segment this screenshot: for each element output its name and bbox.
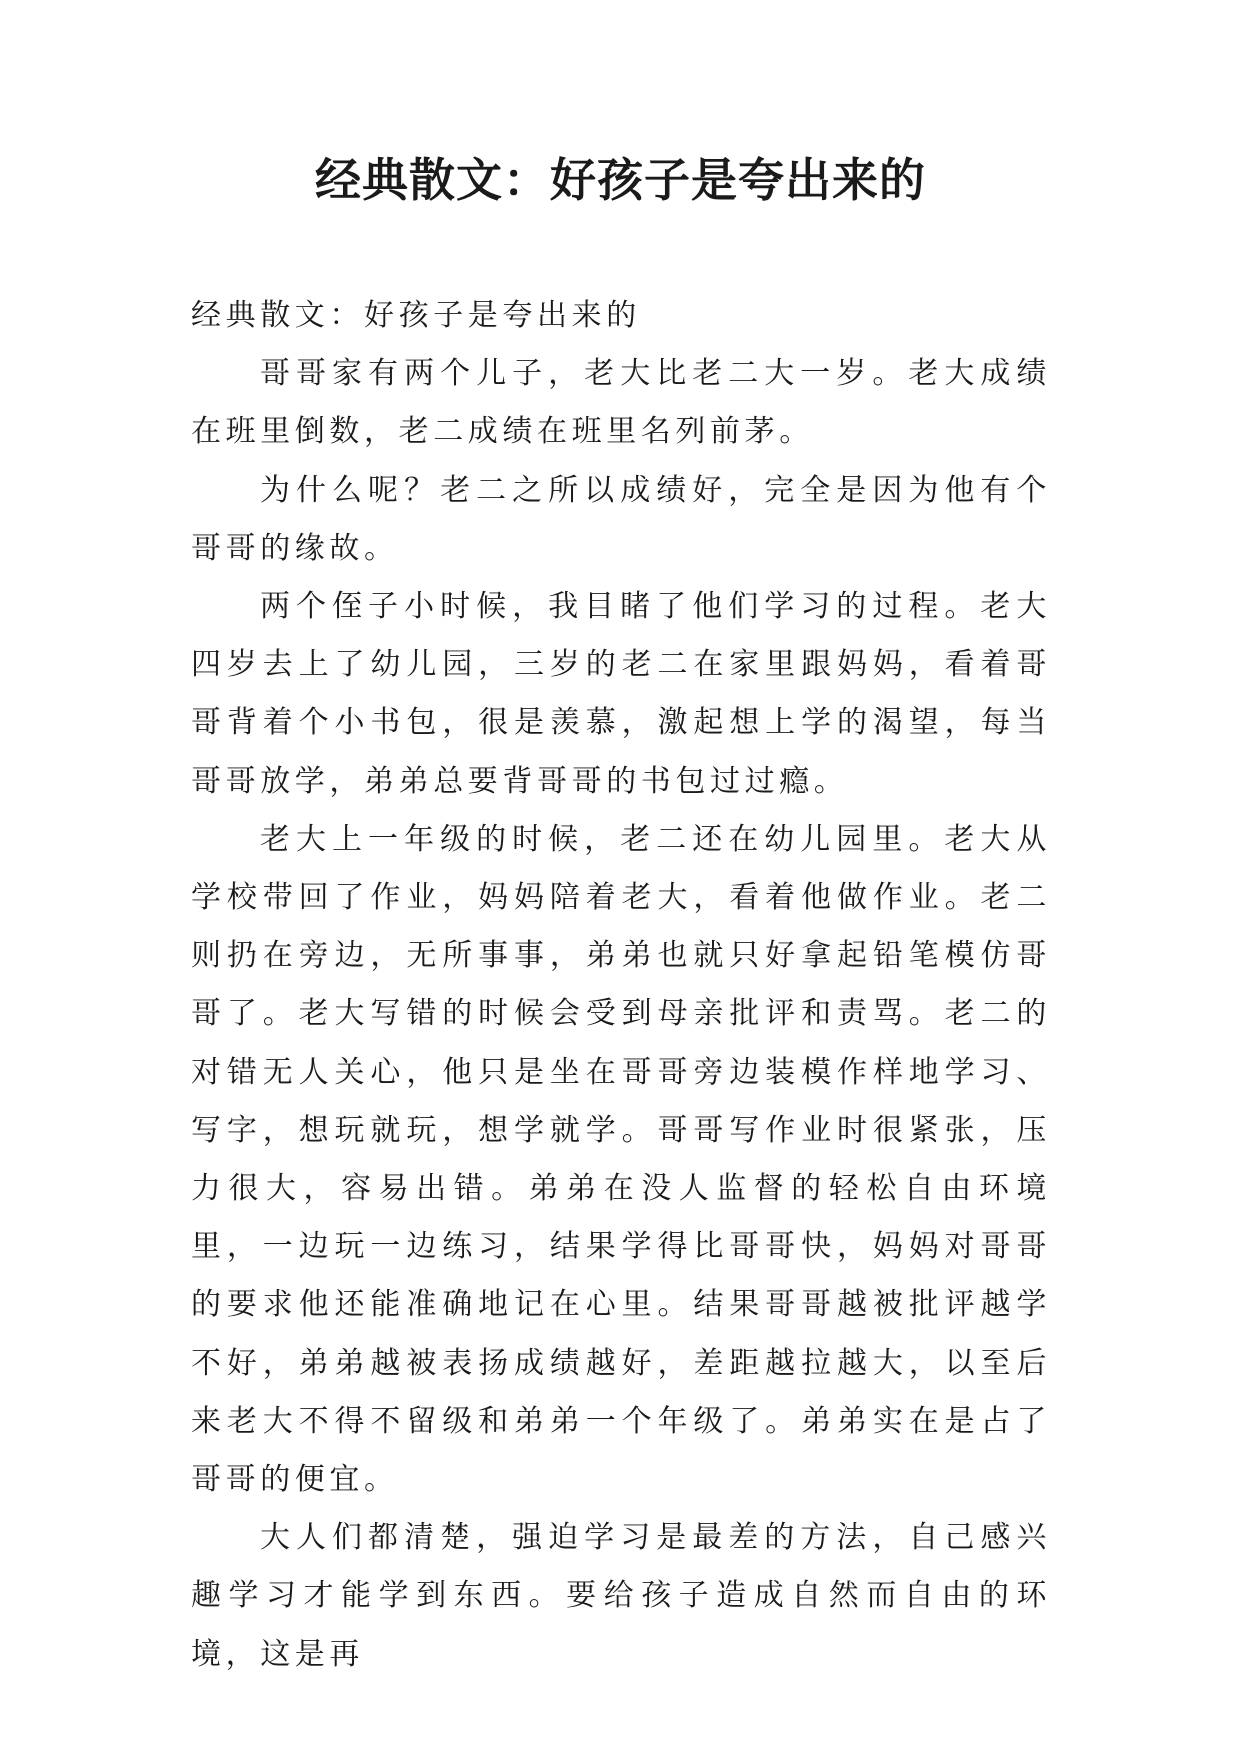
- paragraph: 大人们都清楚，强迫学习是最差的方法，自己感兴趣学习才能学到东西。要给孩子造成自然而自由的环境，这是再: [191, 1520, 1051, 1672]
- paragraph: 老大上一年级的时候，老二还在幼儿园里。老大从学校带回了作业，妈妈陪着老大，看着他做作业。老二则扔在旁边，无所事事，弟弟也就只好拿起铅笔模仿哥哥了。老大写错的时候会受到母亲批评和责骂。老二的对错无人关心，他只是坐在哥哥旁边装模作样地学习、写字，想玩就玩，想学就学。哥哥写作业时很紧张，压力很大，容易出错。弟弟在没人监督的轻松自由环境里，一边玩一边练习，结果学得比哥哥快，妈妈对哥哥的要求他还能准确地记在心里。结果哥哥越被批评越学不好，弟弟越被表扬成绩越好，差距越拉越大，以至后来老大不得不留级和弟弟一个年级了。弟弟实在是占了哥哥的便宜。: [191, 821, 1051, 1498]
- body-heading-line: 经典散文：好孩子是夸出来的: [191, 298, 641, 333]
- paragraph: 为什么呢？老二之所以成绩好，完全是因为他有个哥哥的缘故。: [191, 472, 1051, 566]
- document-body: [191, 287, 1051, 1684]
- document-title: 经典散文：好孩子是夸出来的: [315, 153, 926, 207]
- paragraph: 两个侄子小时候，我目睹了他们学习的过程。老大四岁去上了幼儿园，三岁的老二在家里跟妈妈，看着哥哥背着个小书包，很是羡慕，激起想上学的渴望，每当哥哥放学，弟弟总要背哥哥的书包过过瘾。: [191, 589, 1051, 799]
- paragraph: 哥哥家有两个儿子，老大比老二大一岁。老大成绩在班里倒数，老二成绩在班里名列前茅。: [191, 356, 1051, 450]
